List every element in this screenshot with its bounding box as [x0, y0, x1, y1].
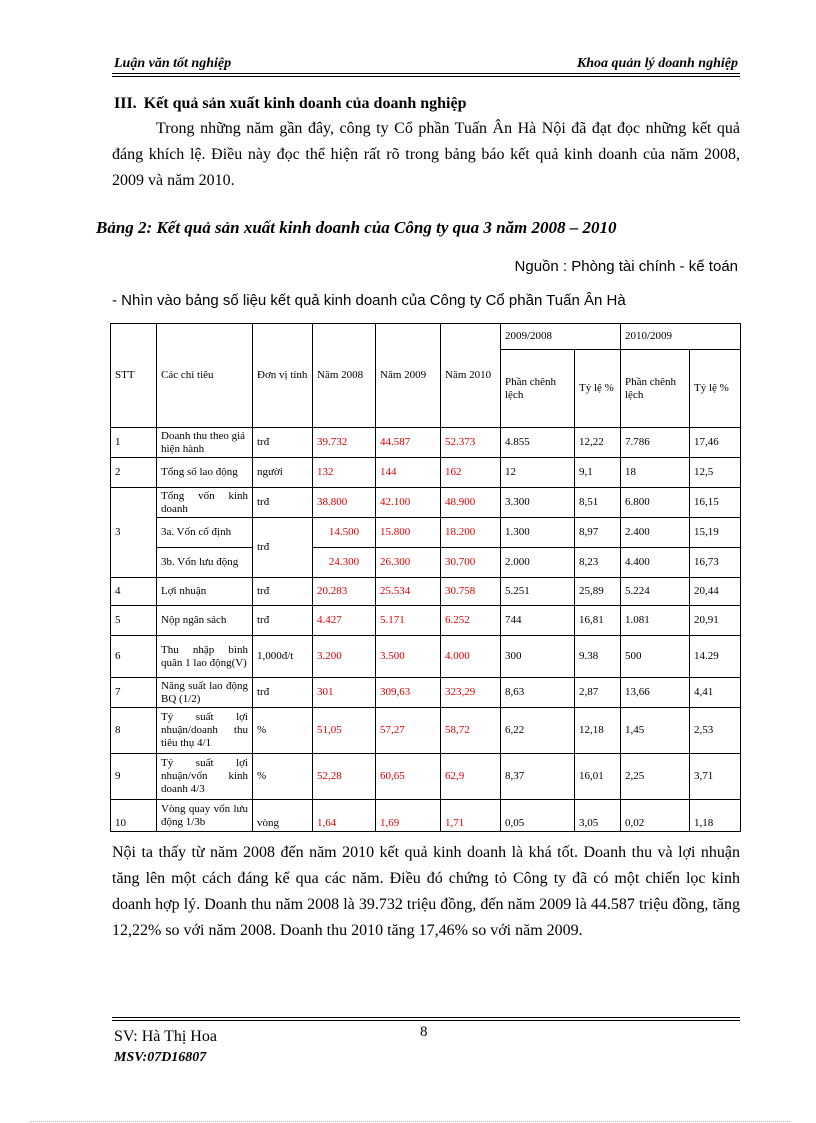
cell-unit: % — [253, 754, 313, 800]
conclusion-paragraph: Nội ta thấy từ năm 2008 đến năm 2010 kết quả kinh doanh là khá tốt. Doanh thu và lợi nhuận tăng lên một cách đáng kể qua các năm. Điều đó chứng tỏ Công ty đã có một chiến lọc kinh doanh hợp lý. Doanh thu năm 2008 là 39.732 triệu đồng, đến năm 2009 là 44.587 triệu đồng, tăng 12,22% so với năm 2008. Doanh thu 2010 tăng 17,46% so với năm 2009. — [112, 844, 740, 939]
cell-unit: trđ — [253, 606, 313, 636]
cell-unit: trđ — [253, 518, 313, 578]
cell-diff-1: 1.300 — [501, 518, 575, 548]
cell-2010: 52.373 — [441, 428, 501, 458]
cell-rate-2: 1,18 — [690, 800, 741, 832]
cell-rate-1: 12,18 — [575, 708, 621, 754]
th-stt: STT — [111, 324, 157, 428]
cell-rate-1: 8,51 — [575, 488, 621, 518]
cell-2009: 26.300 — [376, 548, 441, 578]
cell-2008: 301 — [313, 678, 376, 708]
cell-2008: 1,64 — [313, 800, 376, 832]
footer-rule — [112, 1017, 740, 1018]
cell-rate-2: 17,46 — [690, 428, 741, 458]
cell-diff-2: 18 — [621, 458, 690, 488]
cell-unit: % — [253, 708, 313, 754]
cell-unit: người — [253, 458, 313, 488]
cell-2010: 30.758 — [441, 578, 501, 606]
cell-2009: 15.800 — [376, 518, 441, 548]
cell-stt: 4 — [111, 578, 157, 606]
cell-2009: 144 — [376, 458, 441, 488]
cell-rate-2: 16,15 — [690, 488, 741, 518]
cell-stt: 6 — [111, 636, 157, 678]
cell-diff-2: 5.224 — [621, 578, 690, 606]
cell-stt: 9 — [111, 754, 157, 800]
cell-rate-1: 9.38 — [575, 636, 621, 678]
table-row — [111, 458, 741, 488]
th-group-2010-2009: 2010/2009 — [621, 324, 741, 350]
cell-diff-1: 300 — [501, 636, 575, 678]
cell-diff-1: 744 — [501, 606, 575, 636]
cell-stt: 8 — [111, 708, 157, 754]
table-row — [111, 428, 741, 458]
th-phan-chenh-lech-1: Phần chênh lệch — [501, 350, 575, 428]
cell-diff-2: 1,45 — [621, 708, 690, 754]
cell-name: Tỷ suất lợi nhuận/vốn kinh doanh 4/3 — [157, 754, 253, 800]
th-2008: Năm 2008 — [313, 324, 376, 428]
cell-diff-2: 13,66 — [621, 678, 690, 708]
table-row — [111, 578, 741, 606]
cell-unit: trđ — [253, 428, 313, 458]
cell-stt: 1 — [111, 428, 157, 458]
section-number: III. — [114, 95, 137, 112]
cell-2008: 20.283 — [313, 578, 376, 606]
header-rule-2 — [112, 76, 740, 77]
table-row — [111, 754, 741, 800]
th-chi-tieu: Các chỉ tiêu — [157, 324, 253, 428]
cell-2009: 44.587 — [376, 428, 441, 458]
cell-2009: 60,65 — [376, 754, 441, 800]
cell-rate-2: 4,41 — [690, 678, 741, 708]
cell-2008: 3.200 — [313, 636, 376, 678]
cell-2010: 1,71 — [441, 800, 501, 832]
cell-stt: 10 — [111, 800, 157, 832]
cell-2010: 323,29 — [441, 678, 501, 708]
th-2010: Năm 2010 — [441, 324, 501, 428]
cell-2008: 51,05 — [313, 708, 376, 754]
cell-rate-1: 3,05 — [575, 800, 621, 832]
cell-name: Nộp ngân sách — [157, 606, 253, 636]
cell-name: Tổng vốn kinh doanh — [157, 488, 253, 518]
cell-unit: trđ — [253, 488, 313, 518]
cell-name: Lợi nhuận — [157, 578, 253, 606]
cell-diff-2: 0,02 — [621, 800, 690, 832]
cell-diff-2: 1.081 — [621, 606, 690, 636]
cell-diff-2: 6.800 — [621, 488, 690, 518]
cell-rate-2: 16,73 — [690, 548, 741, 578]
cell-diff-2: 4.400 — [621, 548, 690, 578]
running-header-right: Khoa quản lý doanh nghiệp — [576, 56, 738, 71]
cell-rate-1: 2,87 — [575, 678, 621, 708]
cell-diff-1: 0,05 — [501, 800, 575, 832]
cell-name: 3b. Vốn lưu động — [157, 548, 253, 578]
th-ty-le-1: Tỷ lệ % — [575, 350, 621, 428]
cell-stt: 2 — [111, 458, 157, 488]
cell-rate-2: 14.29 — [690, 636, 741, 678]
cell-diff-1: 4.855 — [501, 428, 575, 458]
intro-paragraph: Trong những năm gần đây, công ty Cổ phần Tuấn Ân Hà Nội đã đạt đọc những kết quả đáng khích lệ. Điều này đọc thể hiện rất rõ trong bảng báo kết quả kinh doanh của năm 2008, 2009 và năm 2010. — [112, 120, 740, 189]
cell-name: Thu nhập bình quân 1 lao động(V) — [157, 636, 253, 678]
cell-name: 3a. Vốn cố định — [157, 518, 253, 548]
table-header-row-1 — [111, 324, 741, 350]
cell-name: Năng suất lao động BQ (1/2) — [157, 678, 253, 708]
cell-stt: 7 — [111, 678, 157, 708]
table-caption: Bảng 2: Kết quả sản xuất kinh doanh của Công ty qua 3 năm 2008 – 2010 — [96, 218, 617, 237]
cell-2009: 5.171 — [376, 606, 441, 636]
th-group-2009-2008: 2009/2008 — [501, 324, 621, 350]
cell-2010: 30.700 — [441, 548, 501, 578]
cell-rate-2: 3,71 — [690, 754, 741, 800]
cell-2009: 3.500 — [376, 636, 441, 678]
th-phan-chenh-lech-2: Phần chênh lệch — [621, 350, 690, 428]
cell-rate-2: 20,91 — [690, 606, 741, 636]
cell-rate-1: 12,22 — [575, 428, 621, 458]
cell-2008: 38.800 — [313, 488, 376, 518]
cell-unit: trđ — [253, 578, 313, 606]
section-heading — [114, 95, 466, 113]
footer-rule-2 — [112, 1020, 740, 1021]
cell-2008: 14.500 — [313, 518, 376, 548]
th-don-vi: Đơn vị tính — [253, 324, 313, 428]
cell-2008: 24.300 — [313, 548, 376, 578]
cell-2008: 4.427 — [313, 606, 376, 636]
cell-2010: 4.000 — [441, 636, 501, 678]
table-row — [111, 708, 741, 754]
cell-2010: 48.900 — [441, 488, 501, 518]
cell-2010: 58,72 — [441, 708, 501, 754]
cell-2008: 39.732 — [313, 428, 376, 458]
cell-diff-2: 2,25 — [621, 754, 690, 800]
cell-2008: 132 — [313, 458, 376, 488]
cell-rate-1: 8,23 — [575, 548, 621, 578]
cell-rate-2: 2,53 — [690, 708, 741, 754]
table-row — [111, 548, 741, 578]
table-row — [111, 678, 741, 708]
cell-unit: vòng — [253, 800, 313, 832]
lead-text: - Nhìn vào bảng số liệu kết quả kinh doanh của Công ty Cổ phần Tuấn Ân Hà — [112, 292, 626, 309]
cell-diff-1: 3.300 — [501, 488, 575, 518]
th-2009: Năm 2009 — [376, 324, 441, 428]
table-row — [111, 606, 741, 636]
cell-diff-1: 8,63 — [501, 678, 575, 708]
th-ty-le-2: Tỷ lệ % — [690, 350, 741, 428]
cell-diff-1: 2.000 — [501, 548, 575, 578]
cell-diff-2: 500 — [621, 636, 690, 678]
running-header-left: Luận văn tốt nghiệp — [114, 56, 232, 71]
student-name: SV: Hà Thị Hoa — [114, 1028, 217, 1045]
cell-name: Doanh thu theo giá hiện hành — [157, 428, 253, 458]
cell-2010: 62,9 — [441, 754, 501, 800]
page-number: 8 — [420, 1024, 428, 1040]
section-title: Kết quả sản xuất kinh doanh của doanh nghiệp — [143, 95, 467, 112]
cell-rate-1: 8,97 — [575, 518, 621, 548]
cell-rate-1: 25,89 — [575, 578, 621, 606]
page-bottom-edge — [30, 1121, 790, 1122]
cell-rate-1: 16,01 — [575, 754, 621, 800]
table-row — [111, 518, 741, 548]
cell-name: Vòng quay vốn lưu động 1/3b — [157, 800, 253, 832]
cell-2009: 25.534 — [376, 578, 441, 606]
cell-name: Tỷ suất lợi nhuận/doanh thu tiêu thụ 4/1 — [157, 708, 253, 754]
cell-unit: 1,000đ/t — [253, 636, 313, 678]
cell-name: Tổng số lao động — [157, 458, 253, 488]
cell-diff-1: 8,37 — [501, 754, 575, 800]
cell-rate-1: 9,1 — [575, 458, 621, 488]
header-rule — [112, 73, 740, 74]
cell-diff-1: 12 — [501, 458, 575, 488]
cell-rate-1: 16,81 — [575, 606, 621, 636]
table-row — [111, 636, 741, 678]
table-row — [111, 800, 741, 832]
cell-diff-1: 6,22 — [501, 708, 575, 754]
cell-2009: 309,63 — [376, 678, 441, 708]
cell-stt: 5 — [111, 606, 157, 636]
cell-2008: 52,28 — [313, 754, 376, 800]
cell-diff-2: 2.400 — [621, 518, 690, 548]
cell-2010: 6.252 — [441, 606, 501, 636]
cell-2009: 57,27 — [376, 708, 441, 754]
cell-2009: 42.100 — [376, 488, 441, 518]
cell-diff-1: 5.251 — [501, 578, 575, 606]
table-row — [111, 488, 741, 518]
cell-rate-2: 15,19 — [690, 518, 741, 548]
cell-diff-2: 7.786 — [621, 428, 690, 458]
cell-2010: 162 — [441, 458, 501, 488]
cell-rate-2: 12,5 — [690, 458, 741, 488]
source-note: Nguồn : Phòng tài chính - kế toán — [514, 258, 738, 275]
student-id: MSV:07D16807 — [114, 1050, 207, 1065]
cell-unit: trđ — [253, 678, 313, 708]
cell-2010: 18.200 — [441, 518, 501, 548]
cell-2009: 1,69 — [376, 800, 441, 832]
cell-stt: 3 — [111, 488, 157, 578]
cell-rate-2: 20,44 — [690, 578, 741, 606]
results-table — [110, 323, 741, 832]
